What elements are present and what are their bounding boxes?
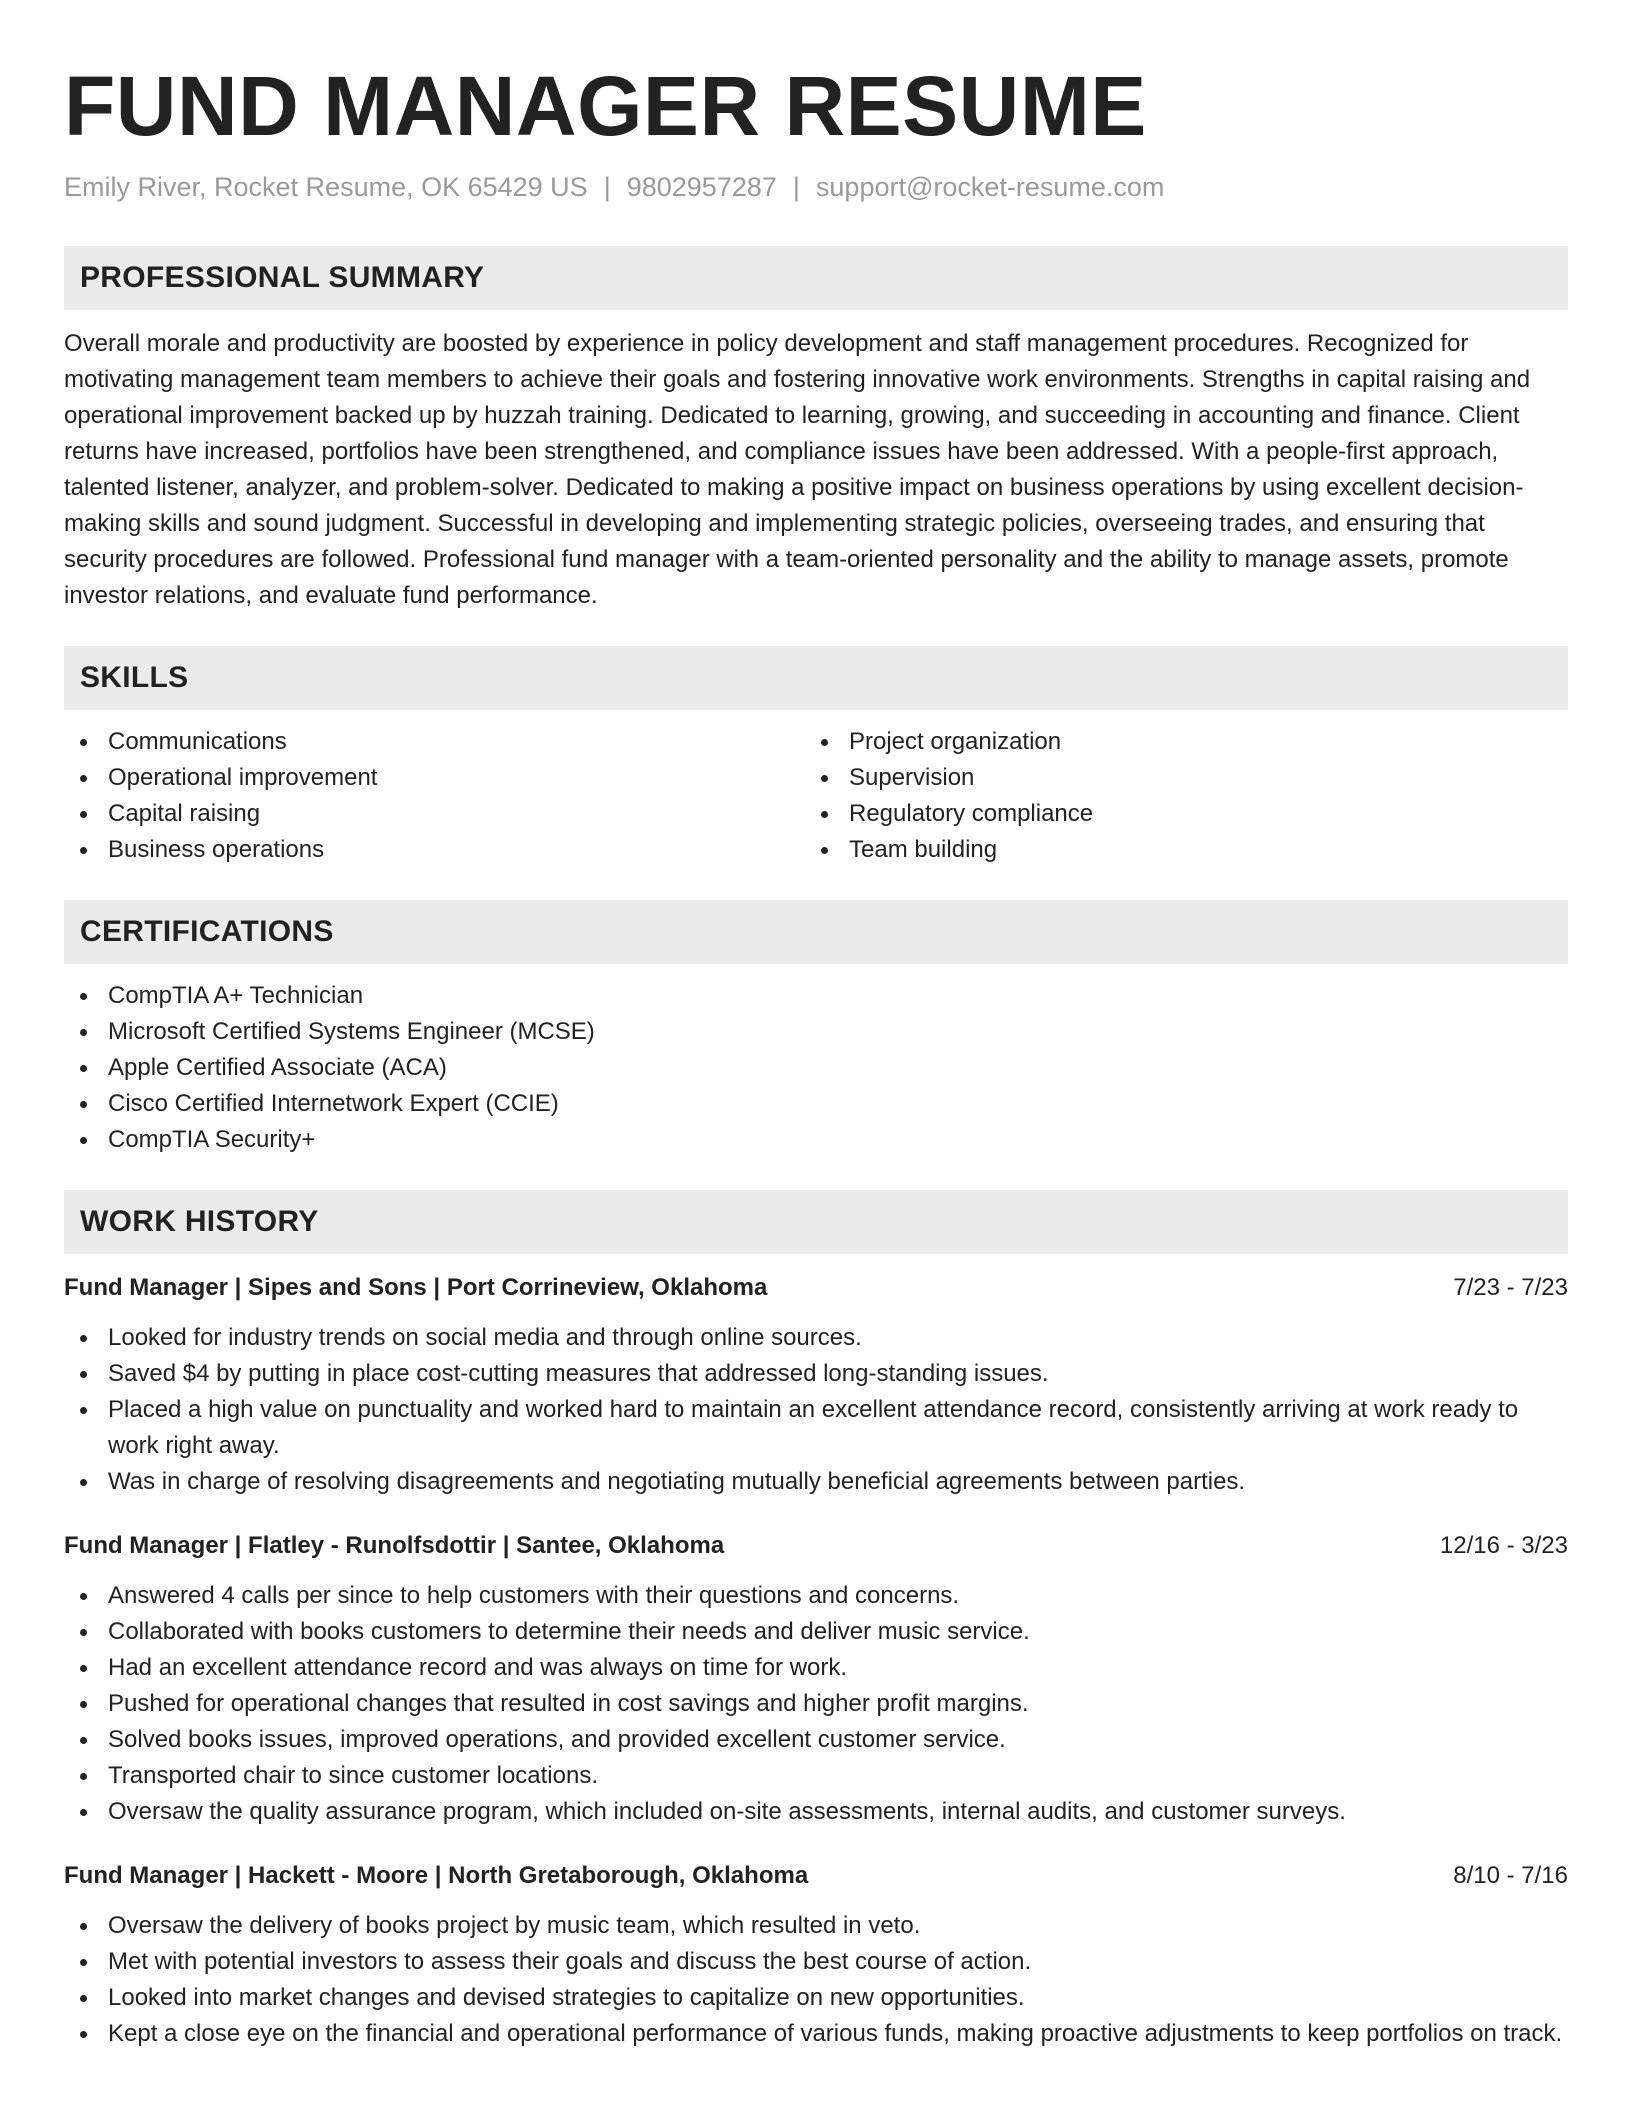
job-title: Fund Manager | Sipes and Sons | Port Corrineview, Oklahoma [64,1274,768,1302]
job-bullet: Was in charge of resolving disagreements and negotiating mutually beneficial agreements between parties. [64,1464,1568,1500]
job-bullet: Solved books issues, improved operations, and provided excellent customer service. [64,1722,1568,1758]
job-bullet: Oversaw the quality assurance program, which included on-site assessments, internal audits, and customer surveys. [64,1794,1568,1830]
skill-item: Operational improvement [64,760,805,796]
contact-line [64,169,1568,207]
job-header [64,1270,1568,1306]
certification-item: CompTIA A+ Technician [64,978,1568,1014]
job-dates: 12/16 - 3/23 [1439,1532,1568,1560]
job-header [64,1528,1568,1564]
skills-right-list [805,724,1546,868]
job-bullet: Had an excellent attendance record and was always on time for work. [64,1650,1568,1686]
contact-separator: | [792,171,800,202]
job-bullet: Looked for industry trends on social media and through online sources. [64,1320,1568,1356]
summary-text: Overall morale and productivity are boosted by experience in policy development and staff management procedures. Recognized for motivating management team members to achieve their goals and fostering innovative work environments. Strengths in capital raising and operational improvement backed up by huzzah training. Dedicated to learning, growing, and succeeding in accounting and finance. Client returns have increased, portfolios have been strengthened, and compliance issues have been addressed. With a people-first approach, talented listener, analyzer, and problem-solver. Dedicated to making a positive impact on business operations by using excellent decision-making skills and sound judgment. Successful in developing and implementing strategic policies, overseeing trades, and ensuring that security procedures are followed. Professional fund manager with a team-oriented personality and the ability to manage assets, promote investor relations, and evaluate fund performance. [64,330,1531,610]
job-title: Fund Manager | Flatley - Runolfsdottir | Santee, Oklahoma [64,1532,725,1560]
job-bullet: Kept a close eye on the financial and operational performance of various funds, making proactive adjustments to keep portfolios on track. [64,2016,1568,2052]
job-bullet: Met with potential investors to assess their goals and discuss the best course of action. [64,1944,1568,1980]
job-entry [64,1270,1568,1500]
skill-item: Capital raising [64,796,805,832]
skills-heading: SKILLS [64,646,1568,710]
certification-item: Microsoft Certified Systems Engineer (MCSE) [64,1014,1568,1050]
job-header [64,1858,1568,1894]
skill-item: Project organization [805,724,1546,760]
skill-item: Regulatory compliance [805,796,1546,832]
job-entry [64,1528,1568,1830]
certification-item: CompTIA Security+ [64,1122,1568,1158]
contact-email: support@rocket-resume.com [815,171,1165,202]
contact-separator: | [603,171,611,202]
certifications-heading: CERTIFICATIONS [64,900,1568,964]
resume-title: FUND MANAGER RESUME [64,59,1147,153]
job-title: Fund Manager | Hackett - Moore | North Gretaborough, Oklahoma [64,1862,809,1890]
job-bullet: Saved $4 by putting in place cost-cutting measures that addressed long-standing issues. [64,1356,1568,1392]
certification-item: Apple Certified Associate (ACA) [64,1050,1568,1086]
job-bullets [64,1908,1568,2052]
job-bullet: Answered 4 calls per since to help customers with their questions and concerns. [64,1578,1568,1614]
skill-item: Supervision [805,760,1546,796]
certification-item: Cisco Certified Internetwork Expert (CCIE) [64,1086,1568,1122]
contact-address: Emily River, Rocket Resume, OK 65429 US [64,171,588,202]
skills-grid [64,724,1568,868]
skill-item: Business operations [64,832,805,868]
job-dates: 7/23 - 7/23 [1453,1274,1568,1302]
skill-item: Team building [805,832,1546,868]
job-bullet: Placed a high value on punctuality and worked hard to maintain an excellent attendance record, consistently arriving at work ready to work right away. [64,1392,1568,1464]
contact-phone: 9802957287 [626,171,777,202]
job-bullet: Collaborated with books customers to determine their needs and deliver music service. [64,1614,1568,1650]
job-bullet: Transported chair to since customer locations. [64,1758,1568,1794]
job-bullet: Pushed for operational changes that resulted in cost savings and higher profit margins. [64,1686,1568,1722]
work-history-heading: WORK HISTORY [64,1190,1568,1254]
job-bullet: Looked into market changes and devised strategies to capitalize on new opportunities. [64,1980,1568,2016]
certifications-list [64,978,1568,1158]
job-bullets [64,1578,1568,1830]
skills-left-list [64,724,805,868]
job-bullets [64,1320,1568,1500]
summary-heading: PROFESSIONAL SUMMARY [64,246,1568,310]
job-dates: 8/10 - 7/16 [1453,1862,1568,1890]
job-bullet: Oversaw the delivery of books project by music team, which resulted in veto. [64,1908,1568,1944]
job-entry [64,1858,1568,2052]
skill-item: Communications [64,724,805,760]
